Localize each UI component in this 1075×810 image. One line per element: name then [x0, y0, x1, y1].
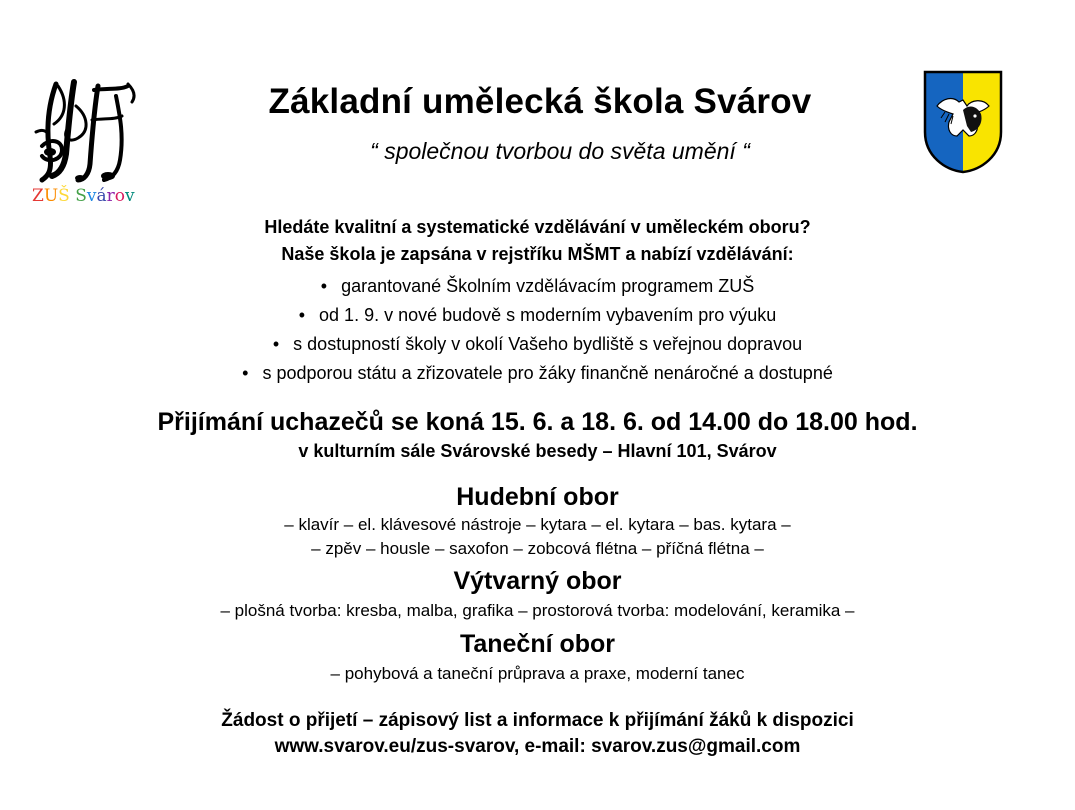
music-strokes-icon	[28, 76, 158, 186]
bullet: •	[272, 334, 280, 354]
logo-letter: Š	[58, 186, 70, 206]
dance-section-title: Taneční obor	[459, 630, 616, 658]
coat-of-arms-icon	[923, 70, 1003, 174]
page-title: Základní umělecká škola Svárov	[268, 82, 812, 121]
intro-statement: Naše škola je zapsána v rejstříku MŠMT a nabízí vzdělávání:	[281, 244, 794, 264]
music-section-title: Hudební obor	[456, 483, 619, 511]
logo-letter: Z	[32, 186, 44, 206]
website-text: www.svarov.eu/zus-svarov, e-mail:	[274, 736, 592, 757]
logo-letter: á	[96, 186, 107, 206]
motto: “ společnou tvorbou do světa umění “	[370, 138, 750, 164]
contact-line	[40, 736, 1035, 758]
school-logo-text	[32, 186, 135, 206]
art-section-title: Výtvarný obor	[453, 567, 622, 595]
logo-letter: v	[86, 186, 97, 206]
logo-letter: r	[106, 186, 115, 206]
bullet: •	[242, 363, 249, 383]
intro-question: Hledáte kvalitní a systematické vzdělávání v uměleckém oboru?	[264, 217, 811, 237]
list-item: • od 1. 9. v nové budově s moderním vybavením pro výuku	[298, 305, 777, 325]
benefits-list	[80, 272, 995, 388]
music-instruments-line1: – klavír – el. klávesové nástroje – kytara – el. kytara – bas. kytara –	[284, 515, 791, 534]
application-info: Žádost o přijetí – zápisový list a informace k přijímání žáků k dispozici	[221, 710, 854, 731]
dance-description: – pohybová a taneční průprava a praxe, moderní tanec	[330, 664, 745, 683]
list-item: • s dostupností školy v okolí Vašeho bydliště s veřejnou dopravou	[272, 334, 803, 354]
email-link[interactable]: svarov.zus@gmail.com	[591, 736, 801, 757]
logo-letter: U	[43, 186, 59, 206]
municipal-crest	[923, 70, 1003, 174]
music-instruments-line2: – zpěv – housle – saxofon – zobcová flétna – příčná flétna –	[311, 539, 764, 558]
list-item: • garantované Školním vzdělávacím programem ZUŠ	[320, 276, 755, 296]
logo-letter: v	[125, 186, 135, 206]
bullet: •	[320, 276, 328, 296]
admission-location: v kulturním sále Svárovské besedy – Hlavní 101, Svárov	[298, 441, 777, 461]
logo-letter: S	[75, 186, 87, 206]
logo-letter: o	[114, 186, 125, 206]
admission-dates: Přijímání uchazečů se koná 15. 6. a 18. 6. od 14.00 do 18.00 hod.	[157, 408, 918, 436]
bullet: •	[298, 305, 306, 325]
art-description: – plošná tvorba: kresba, malba, grafika – prostorová tvorba: modelování, keramika –	[220, 601, 855, 620]
list-item: • s podporou státu a zřizovatele pro žáky finančně nenáročné a dostupné	[242, 363, 833, 383]
